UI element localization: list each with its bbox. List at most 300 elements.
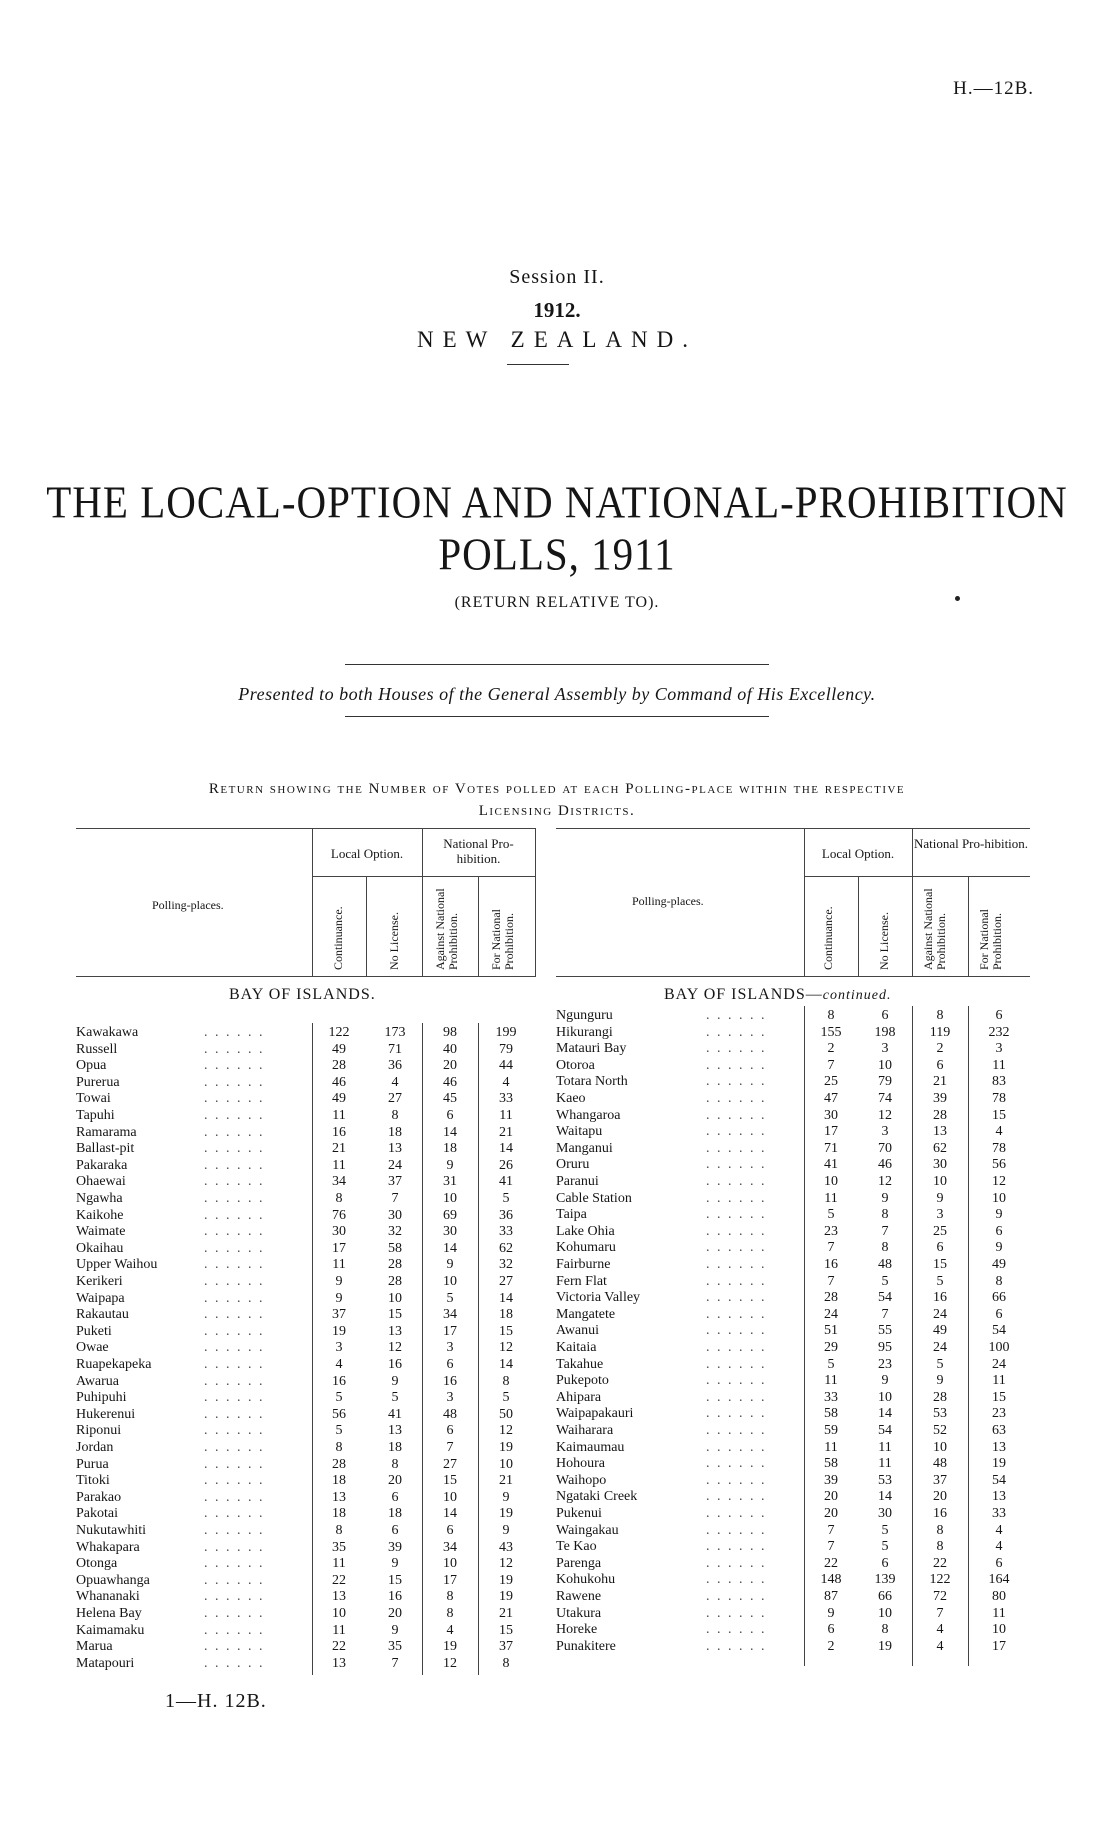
no-license-value: 95: [878, 1340, 892, 1355]
table-row: [556, 1173, 1030, 1190]
table-row: [556, 1322, 1030, 1339]
table-row: [76, 1240, 536, 1257]
dot-leader: . . . . . .: [204, 1456, 265, 1472]
table-row: [76, 1489, 536, 1506]
table-row: [556, 1472, 1030, 1489]
continuance-value: 25: [824, 1074, 838, 1090]
for-np-value: 12: [499, 1423, 513, 1439]
dot-leader: . . . . . .: [204, 1240, 265, 1256]
no-license-value: 18: [388, 1124, 402, 1140]
table-row: [76, 1107, 536, 1124]
dot-leader: . . . . . .: [204, 1290, 265, 1306]
for-np-value: 19: [499, 1506, 513, 1522]
against-np-value: 6: [446, 1108, 454, 1123]
for-np-value: 23: [992, 1406, 1006, 1422]
polling-place-name: Ahipara: [556, 1389, 602, 1405]
polling-place-name: Riponui: [76, 1423, 122, 1439]
polling-place-name: Parenga: [556, 1555, 602, 1571]
continuance-value: 35: [332, 1539, 346, 1555]
document-subtitle: (RETURN RELATIVE TO).: [454, 594, 660, 611]
table-row: [556, 1488, 1030, 1505]
no-license-value: 30: [878, 1506, 892, 1521]
against-np-value: 3: [446, 1340, 454, 1356]
dot-leader: . . . . . .: [204, 1606, 265, 1621]
table-row: [76, 1323, 536, 1340]
dot-leader: . . . . . .: [706, 1223, 767, 1239]
polling-place-name: Manganui: [556, 1140, 613, 1156]
against-np-value: 6: [446, 1423, 454, 1439]
no-license-value: 7: [391, 1191, 399, 1206]
dot-leader: . . . . . .: [706, 1008, 767, 1023]
no-license-value: 4: [391, 1074, 399, 1090]
dot-leader: . . . . . .: [204, 1207, 265, 1223]
polling-place-name: Matauri Bay: [556, 1041, 627, 1057]
no-license-value: 3: [881, 1124, 889, 1140]
no-license-value: 12: [878, 1174, 892, 1189]
table-row: [556, 1522, 1030, 1539]
table-row: [76, 1024, 536, 1041]
dot-leader: . . . . . .: [204, 1373, 265, 1389]
for-np-value: 4: [995, 1124, 1003, 1140]
no-license-header: No License.: [387, 912, 401, 970]
polling-place-name: Pakotai: [76, 1506, 118, 1522]
table-row: [556, 1505, 1030, 1522]
for-np-value: 15: [992, 1389, 1006, 1405]
table-row: [76, 1273, 536, 1290]
table-row: [556, 1389, 1030, 1406]
no-license-value: 54: [878, 1423, 892, 1438]
polling-place-name: Otonga: [76, 1556, 118, 1572]
continuance-value: 41: [824, 1157, 838, 1173]
against-np-value: 4: [936, 1638, 944, 1654]
for-np-value: 9: [995, 1240, 1003, 1256]
polling-place-name: Ballast-pit: [76, 1141, 135, 1157]
dot-leader: . . . . . .: [706, 1622, 767, 1638]
no-license-value: 55: [878, 1323, 892, 1339]
dot-leader: . . . . . .: [204, 1274, 265, 1289]
table-row: [556, 1422, 1030, 1439]
table-row: [76, 1074, 536, 1091]
no-license-value: 5: [881, 1539, 889, 1555]
dot-leader: . . . . . .: [706, 1124, 767, 1140]
no-license-value: 12: [878, 1107, 892, 1123]
continuance-value: 11: [332, 1622, 346, 1638]
no-license-value: 7: [391, 1655, 399, 1671]
for-np-value: 50: [499, 1406, 513, 1422]
for-np-value: 26: [499, 1157, 513, 1173]
against-np-value: 16: [443, 1373, 457, 1389]
dot-leader: . . . . . .: [706, 1207, 767, 1223]
dot-leader: . . . . . .: [706, 1340, 767, 1355]
polling-place-name: Ngataki Creek: [556, 1489, 638, 1505]
page-footer: 1—H. 12B.: [165, 1690, 267, 1712]
for-np-value: 33: [499, 1224, 513, 1240]
polling-place-name: Waingakau: [556, 1522, 619, 1538]
for-np-value: 11: [499, 1108, 513, 1123]
table-row: [556, 1090, 1030, 1107]
continuance-value: 10: [824, 1174, 838, 1189]
against-np-value: 10: [443, 1489, 457, 1505]
continuance-value: 17: [824, 1124, 838, 1140]
table-row: [76, 1306, 536, 1323]
against-np-value: 34: [443, 1539, 457, 1555]
for-np-value: 21: [499, 1124, 513, 1140]
continuance-value: 20: [824, 1506, 838, 1521]
no-license-value: 7: [881, 1223, 889, 1239]
table-row: [556, 1024, 1030, 1041]
group-header-rule: [312, 876, 536, 877]
continuance-value: 13: [332, 1655, 346, 1671]
no-license-value: 5: [391, 1390, 399, 1406]
dot-leader: . . . . . .: [706, 1306, 767, 1322]
against-np-value: 25: [933, 1223, 947, 1239]
for-np-value: 78: [992, 1091, 1006, 1106]
polling-place-name: Kaikohe: [76, 1207, 124, 1223]
polling-place-name: Matapouri: [76, 1655, 135, 1671]
polling-place-name: Hohoura: [556, 1456, 605, 1472]
dot-leader: . . . . . .: [706, 1107, 767, 1123]
no-license-value: 30: [388, 1207, 402, 1223]
polling-place-name: Kohumaru: [556, 1240, 616, 1256]
no-license-value: 15: [388, 1572, 402, 1588]
session-label: Session II.: [509, 266, 605, 288]
against-np-value: 31: [443, 1174, 457, 1190]
dot-leader: . . . . . .: [204, 1174, 265, 1190]
dot-leader: . . . . . .: [204, 1539, 265, 1555]
no-license-value: 6: [391, 1523, 399, 1538]
continuance-value: 11: [332, 1556, 346, 1572]
polling-place-name: Hukerenui: [76, 1406, 136, 1422]
dot-leader: . . . . . .: [706, 1273, 767, 1289]
continuance-value: 47: [824, 1091, 838, 1106]
continuance-value: 7: [827, 1273, 835, 1289]
dot-leader: . . . . . .: [706, 1190, 767, 1206]
no-license-value: 6: [881, 1008, 889, 1023]
no-license-value: 9: [391, 1556, 399, 1572]
against-np-value: 34: [443, 1307, 457, 1323]
no-license-value: 5: [881, 1273, 889, 1289]
against-np-value: 48: [933, 1456, 947, 1472]
polling-place-name: Oruru: [556, 1157, 590, 1173]
no-license-value: 9: [391, 1373, 399, 1389]
table-row: [76, 1605, 536, 1622]
against-np-value: 39: [933, 1091, 947, 1106]
no-license-value: 58: [388, 1240, 402, 1256]
for-np-value: 41: [499, 1174, 513, 1190]
section-heading: [664, 986, 891, 1004]
polling-place-name: Nukutawhiti: [76, 1523, 146, 1538]
polling-place-name: Upper Waihou: [76, 1257, 158, 1273]
against-np-value: 20: [933, 1489, 947, 1505]
table-row: [76, 1339, 536, 1356]
polling-place-name: Taipa: [556, 1207, 587, 1223]
dot-leader: . . . . . .: [204, 1323, 265, 1339]
no-license-value: 8: [881, 1207, 889, 1223]
for-np-value: 54: [992, 1472, 1006, 1488]
against-np-value: 6: [446, 1523, 454, 1538]
polling-place-name: Kaimamaku: [76, 1622, 145, 1638]
for-np-value: 12: [499, 1340, 513, 1356]
against-np-value: 20: [443, 1058, 457, 1074]
no-license-value: 18: [388, 1506, 402, 1522]
no-license-value: 39: [388, 1539, 402, 1555]
table-row: [76, 1256, 536, 1273]
dot-leader: . . . . . .: [706, 1406, 767, 1422]
header-divider: [507, 364, 569, 365]
table-row: [76, 1588, 536, 1605]
dot-leader: . . . . . .: [204, 1506, 265, 1522]
continuance-value: 30: [824, 1107, 838, 1123]
no-license-value: 16: [388, 1357, 402, 1372]
table-row: [556, 1123, 1030, 1140]
against-np-value: 10: [443, 1274, 457, 1289]
for-np-value: 79: [499, 1041, 513, 1057]
no-license-value: 3: [881, 1041, 889, 1057]
polling-place-name: Ohaewai: [76, 1174, 126, 1190]
table-row: [556, 1538, 1030, 1555]
table-row: [556, 1040, 1030, 1057]
continuance-value: 10: [332, 1606, 346, 1621]
dot-leader: . . . . . .: [706, 1589, 767, 1604]
polling-place-name: Helena Bay: [76, 1606, 142, 1621]
table-row: [76, 1572, 536, 1589]
against-np-value: 40: [443, 1041, 457, 1057]
for-np-value: 62: [499, 1240, 513, 1256]
no-license-value: 36: [388, 1058, 402, 1074]
dot-leader: . . . . . .: [706, 1323, 767, 1339]
dot-leader: . . . . . .: [706, 1605, 767, 1621]
against-np-value: 18: [443, 1141, 457, 1157]
table-row: [556, 1571, 1030, 1588]
against-np-value: 5: [936, 1356, 944, 1372]
against-np-value: 7: [936, 1605, 944, 1621]
table-row: [556, 1057, 1030, 1074]
no-license-value: 23: [878, 1356, 892, 1372]
continuance-value: 16: [332, 1373, 346, 1389]
for-np-value: 43: [499, 1539, 513, 1555]
polling-place-name: Purerua: [76, 1074, 120, 1090]
for-np-value: 4: [995, 1539, 1003, 1555]
against-np-value: 9: [446, 1257, 454, 1273]
against-np-value: 3: [446, 1390, 454, 1406]
no-license-value: 27: [388, 1091, 402, 1107]
dot-leader: . . . . . .: [204, 1390, 265, 1406]
continuance-value: 20: [824, 1489, 838, 1505]
no-license-value: 54: [878, 1290, 892, 1306]
no-license-value: 48: [878, 1257, 892, 1272]
for-np-value: 199: [495, 1025, 517, 1040]
table-row: [76, 1356, 536, 1373]
against-np-value: 119: [929, 1024, 951, 1040]
dot-leader: . . . . . .: [706, 1456, 767, 1472]
continuance-value: 19: [332, 1323, 346, 1339]
continuance-value: 71: [824, 1140, 838, 1156]
no-license-value: 9: [881, 1373, 889, 1389]
dot-leader: . . . . . .: [204, 1157, 265, 1173]
polling-place-name: Hikurangi: [556, 1024, 613, 1040]
continuance-value: 13: [332, 1489, 346, 1505]
col-divider: [366, 876, 367, 976]
table-row: [556, 1306, 1030, 1323]
no-license-value: 173: [384, 1025, 406, 1040]
polling-place-name: Whananaki: [76, 1589, 140, 1605]
for-np-value: 12: [499, 1556, 513, 1572]
for-np-value: 9: [995, 1207, 1003, 1223]
continuance-value: 9: [827, 1605, 835, 1621]
table-top-rule: [556, 828, 1030, 829]
polling-place-name: Kohukohu: [556, 1572, 616, 1588]
for-np-value: 6: [995, 1306, 1003, 1322]
section-heading: BAY OF ISLANDS.: [229, 986, 376, 1003]
against-np-value: 8: [936, 1008, 944, 1023]
dot-leader: . . . . . .: [204, 1307, 265, 1323]
dot-leader: . . . . . .: [706, 1522, 767, 1538]
no-license-value: 5: [881, 1522, 889, 1538]
against-np-value: 28: [933, 1107, 947, 1123]
polling-place-name: Takahue: [556, 1356, 604, 1372]
no-license-value: 13: [388, 1323, 402, 1339]
polling-place-name: Purua: [76, 1456, 109, 1472]
against-np-value: 24: [933, 1340, 947, 1355]
dot-leader: . . . . . .: [204, 1357, 265, 1372]
no-license-value: 8: [881, 1240, 889, 1256]
no-license-value: 9: [881, 1190, 889, 1206]
dot-leader: . . . . . .: [204, 1440, 265, 1455]
polling-place-name: Waipapakauri: [556, 1406, 634, 1422]
against-np-value: 19: [443, 1639, 457, 1655]
polling-place-name: Towai: [76, 1091, 111, 1107]
table-row: [556, 1140, 1030, 1157]
table-row: [556, 1605, 1030, 1622]
polling-place-name: Punakitere: [556, 1638, 616, 1654]
no-license-value: 12: [388, 1340, 402, 1356]
no-license-value: 16: [388, 1589, 402, 1605]
no-license-value: 8: [881, 1622, 889, 1638]
for-np-value: 54: [992, 1323, 1006, 1339]
for-np-value: 8: [995, 1273, 1003, 1289]
against-np-value: 10: [443, 1556, 457, 1572]
polling-place-name: Waitapu: [556, 1124, 603, 1140]
continuance-value: 8: [335, 1191, 343, 1206]
dot-leader: . . . . . .: [204, 1025, 265, 1040]
no-license-value: 24: [388, 1157, 402, 1173]
dot-leader: . . . . . .: [204, 1572, 265, 1588]
against-np-value: 28: [933, 1389, 947, 1405]
continuance-value: 16: [824, 1257, 838, 1272]
polling-place-name: Kaimaumau: [556, 1439, 625, 1455]
table-row: [556, 1588, 1030, 1605]
table-row: [556, 1405, 1030, 1422]
against-np-value: 62: [933, 1140, 947, 1156]
table-row: [76, 1173, 536, 1190]
continuance-value: 7: [827, 1539, 835, 1555]
continuance-value: 37: [332, 1307, 346, 1323]
polling-place-name: Opuawhanga: [76, 1572, 150, 1588]
continuance-value: 49: [332, 1041, 346, 1057]
against-np-value: 14: [443, 1240, 457, 1256]
polling-place-name: Tapuhi: [76, 1108, 115, 1123]
against-np-value: 3: [936, 1207, 944, 1223]
against-np-value: 48: [443, 1406, 457, 1422]
continuance-value: 7: [827, 1240, 835, 1256]
polling-place-name: Horeke: [556, 1622, 598, 1638]
against-np-value: 12: [443, 1655, 457, 1671]
polling-place-name: Puhipuhi: [76, 1390, 127, 1406]
dot-leader: . . . . . .: [204, 1108, 265, 1123]
dot-leader: . . . . . .: [204, 1622, 265, 1638]
table-row: [76, 1638, 536, 1655]
for-np-value: 10: [992, 1622, 1006, 1638]
no-license-value: 41: [388, 1406, 402, 1422]
against-np-value: 10: [933, 1439, 947, 1455]
continuance-value: 22: [332, 1639, 346, 1655]
left-table: [76, 828, 536, 1688]
table-row: [556, 1555, 1030, 1572]
continuance-value: 7: [827, 1522, 835, 1538]
polling-place-name: Jordan: [76, 1440, 114, 1455]
document-title-line-2: POLLS, 1911: [438, 528, 676, 580]
polling-place-name: Rawene: [556, 1589, 602, 1604]
against-np-value: 46: [443, 1074, 457, 1090]
no-license-value: 20: [388, 1473, 402, 1489]
national-prohibition-header: National Pro-hibition.: [443, 836, 514, 866]
against-np-value: 6: [446, 1357, 454, 1372]
polling-place-name: Awarua: [76, 1373, 120, 1389]
ink-mark: [955, 596, 960, 601]
dot-leader: . . . . . .: [204, 1124, 265, 1140]
polling-place-name: Ramarama: [76, 1124, 137, 1140]
continuance-value: 8: [827, 1008, 835, 1023]
polling-place-name: Lake Ohia: [556, 1223, 615, 1239]
dot-leader: . . . . . .: [204, 1224, 265, 1240]
against-np-value: 14: [443, 1124, 457, 1140]
table-row: [76, 1140, 536, 1157]
table-row: [76, 1057, 536, 1074]
continuance-value: 51: [824, 1323, 838, 1339]
against-np-value: 6: [936, 1240, 944, 1256]
dot-leader: . . . . . .: [706, 1539, 767, 1555]
table-row: [556, 1339, 1030, 1356]
against-np-value: 5: [936, 1273, 944, 1289]
against-np-value: 9: [936, 1373, 944, 1389]
no-license-value: 14: [878, 1489, 892, 1505]
dot-leader: . . . . . .: [706, 1024, 767, 1040]
continuance-value: 22: [332, 1572, 346, 1588]
against-np-value: 16: [933, 1290, 947, 1306]
no-license-value: 37: [388, 1174, 402, 1190]
polling-places-header: Polling-places.: [152, 898, 224, 912]
no-license-value: 139: [874, 1572, 896, 1588]
against-np-value: 8: [446, 1589, 454, 1605]
for-np-value: 4: [502, 1074, 510, 1090]
for-np-value: 14: [499, 1290, 513, 1306]
for-np-value: 5: [502, 1191, 510, 1206]
dot-leader: . . . . . .: [204, 1655, 265, 1671]
for-np-value: 9: [502, 1523, 510, 1538]
dot-leader: . . . . . .: [204, 1041, 265, 1057]
for-np-value: 15: [499, 1323, 513, 1339]
dot-leader: . . . . . .: [706, 1423, 767, 1438]
against-np-value: 49: [933, 1323, 947, 1339]
against-np-value: 10: [443, 1191, 457, 1206]
table-row: [76, 1505, 536, 1522]
continuance-value: 5: [335, 1423, 343, 1439]
continuance-value: 28: [332, 1058, 346, 1074]
table-row: [76, 1472, 536, 1489]
dot-leader: . . . . . .: [204, 1639, 265, 1655]
for-np-value: 232: [988, 1024, 1010, 1040]
against-np-value: 53: [933, 1406, 947, 1422]
